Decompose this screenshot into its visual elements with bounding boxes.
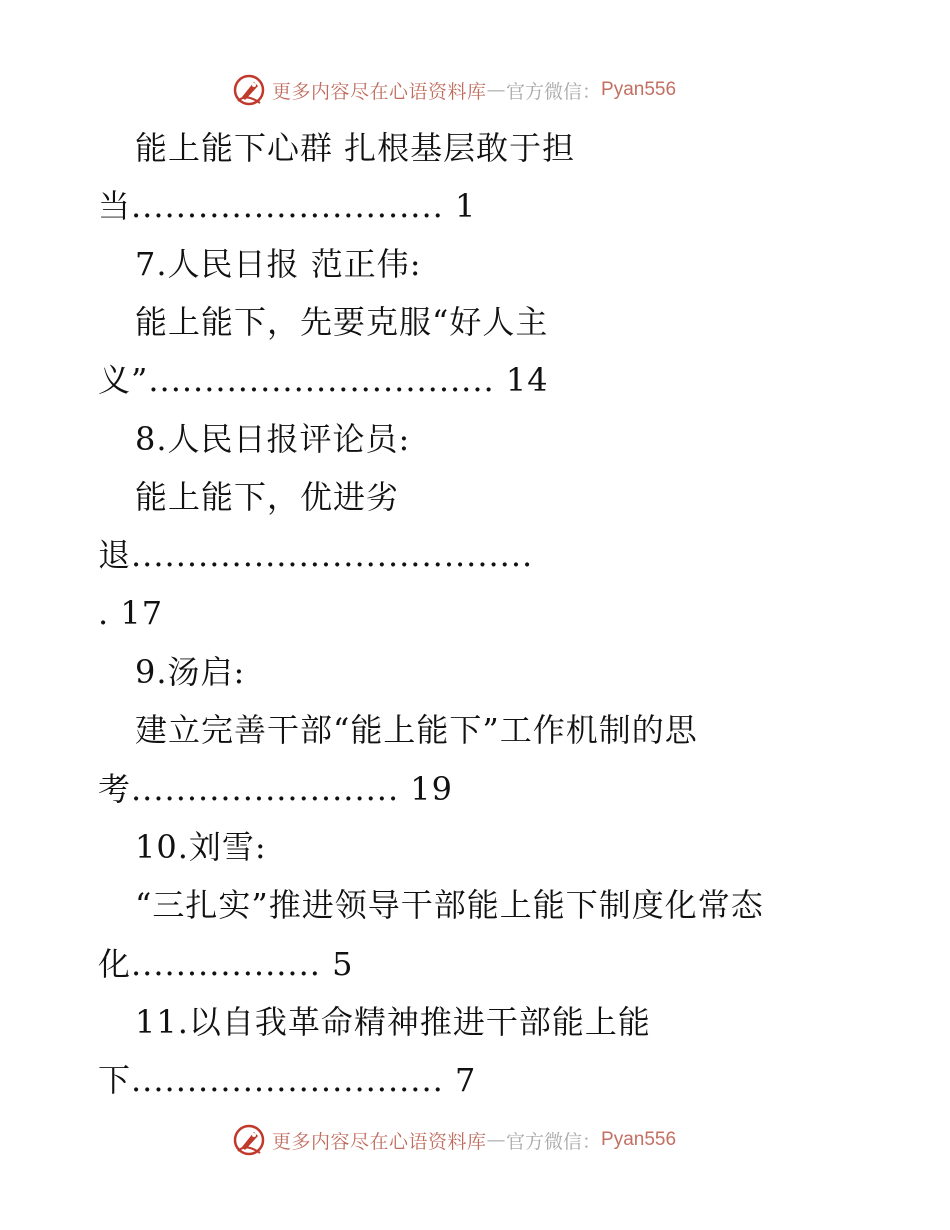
toc-entry-heading: 9.汤启:	[135, 653, 246, 691]
toc-title-continuation-line: 考........................ 19	[98, 770, 454, 808]
toc-page-number-line: . 17	[98, 594, 164, 632]
header-watermark-banner	[232, 70, 712, 110]
toc-entry-heading: 8.人民日报评论员:	[135, 420, 411, 458]
toc-entry-heading: 7.人民日报 范正伟:	[135, 245, 422, 283]
watermark-text: 更多内容尽在心语资料库	[272, 1130, 487, 1153]
watermark-wechat-id: Pyan556	[601, 1129, 677, 1150]
toc-title-continuation-line: 退....................................	[98, 536, 534, 574]
watermark-text: 更多内容尽在心语资料库	[272, 80, 487, 103]
toc-title-continuation-line: 当............................ 1	[98, 187, 477, 225]
toc-title-line: “三扎实”推进领导干部能上能下制度化常态	[135, 886, 764, 924]
toc-title-line: 能上能下心群 扎根基层敢于担	[135, 129, 576, 167]
watermark-dash: —	[486, 1129, 507, 1151]
watermark-wechat-label: 官方微信：	[506, 1130, 602, 1153]
toc-title-line: 建立完善干部“能上能下”工作机制的思	[135, 711, 698, 749]
pen-nib-logo-icon	[232, 1123, 266, 1157]
toc-title-continuation-line: 化................. 5	[98, 945, 354, 983]
toc-entry-heading: 10.刘雪:	[135, 828, 267, 866]
watermark-wechat-id: Pyan556	[601, 79, 677, 100]
toc-title-continuation-line: 义”............................... 14	[98, 361, 549, 399]
footer-watermark-banner	[232, 1120, 712, 1160]
toc-title-line: 能上能下，先要克服“好人主	[135, 303, 549, 341]
pen-nib-logo-icon	[232, 73, 266, 107]
toc-title-continuation-line: 下............................ 7	[98, 1061, 477, 1099]
toc-title-line: 11.以自我革命精神推进干部能上能	[135, 1003, 651, 1041]
watermark-wechat-label: 官方微信：	[506, 80, 602, 103]
toc-title-line: 能上能下，优进劣	[135, 478, 400, 516]
watermark-dash: —	[486, 79, 507, 101]
